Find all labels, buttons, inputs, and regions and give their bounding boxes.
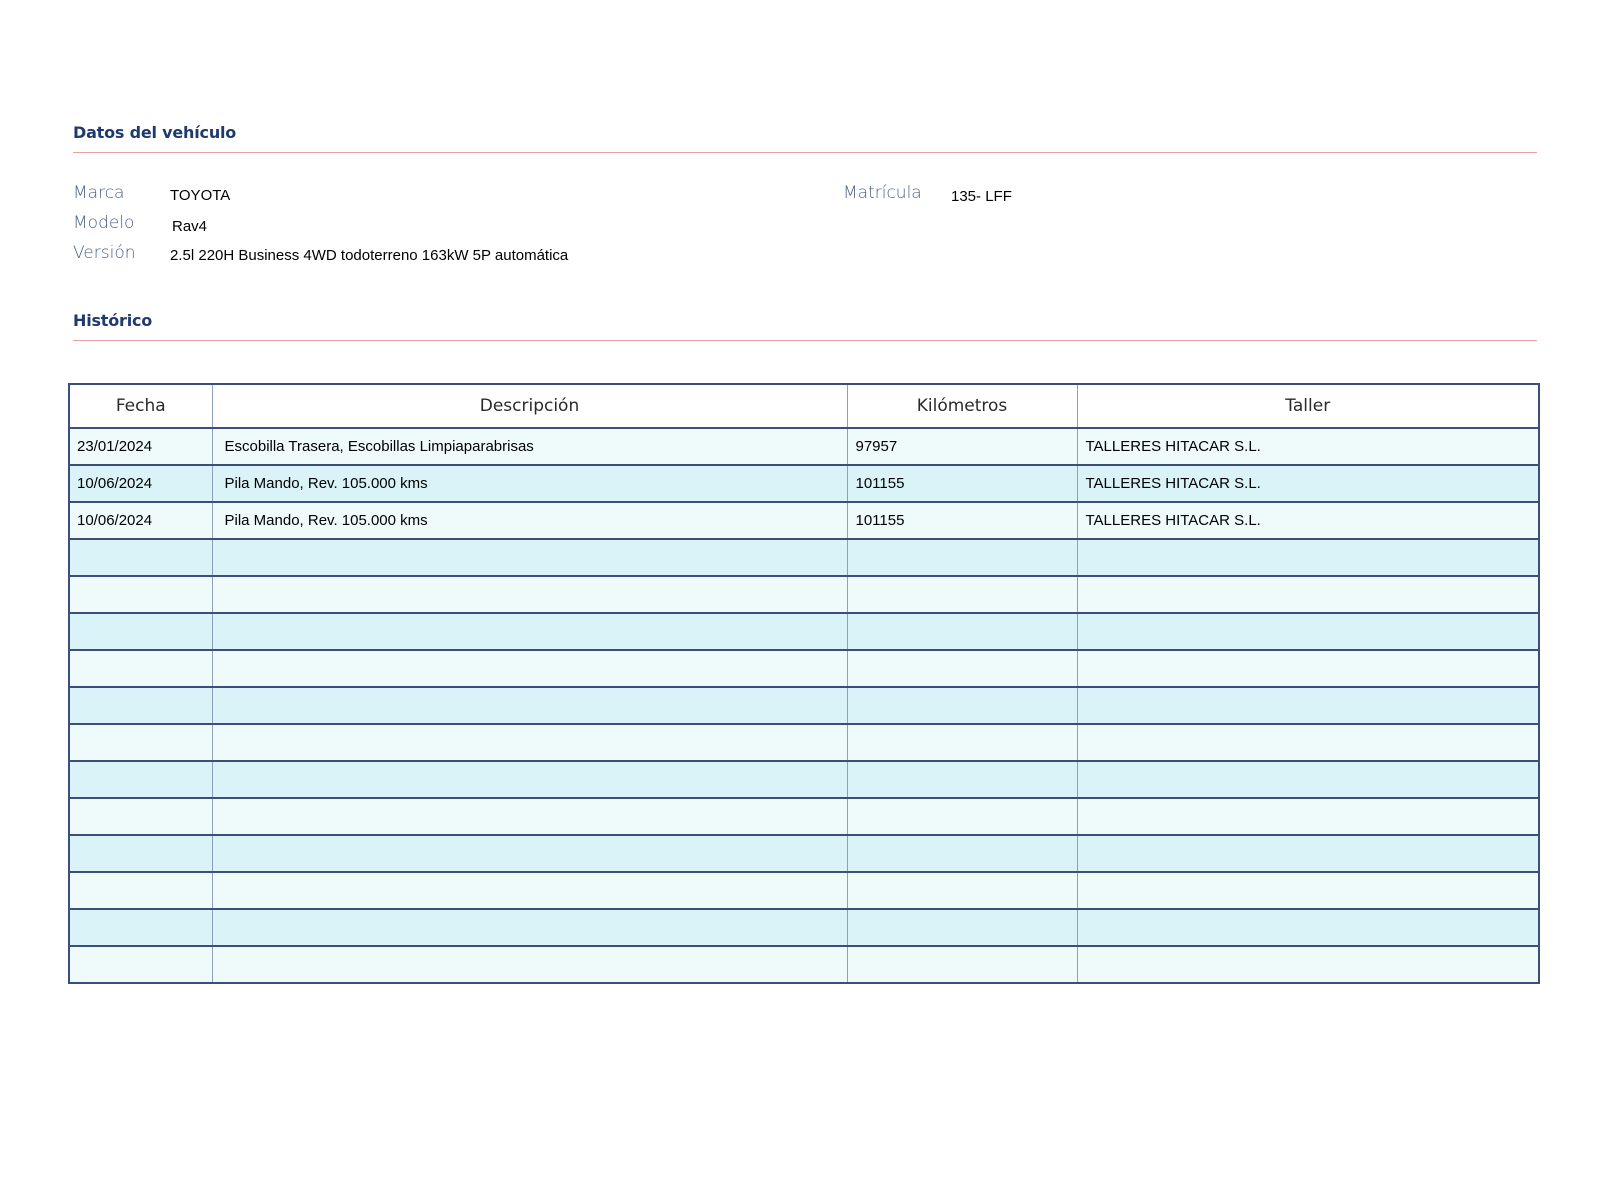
table-row-empty [69, 835, 1539, 872]
cell-fecha [69, 872, 212, 909]
cell-fecha [69, 613, 212, 650]
version-label: Versión [73, 243, 136, 263]
table-row-empty [69, 687, 1539, 724]
cell-descripcion [212, 687, 847, 724]
cell-descripcion [212, 909, 847, 946]
table-row-empty [69, 576, 1539, 613]
cell-taller [1077, 724, 1539, 761]
cell-descripcion [212, 613, 847, 650]
cell-kilometros [847, 798, 1077, 835]
column-header-fecha: Fecha [69, 384, 212, 428]
cell-taller [1077, 909, 1539, 946]
table-row-empty [69, 761, 1539, 798]
cell-descripcion: Pila Mando, Rev. 105.000 kms [212, 465, 847, 502]
cell-fecha: 23/01/2024 [69, 428, 212, 465]
cell-kilometros [847, 613, 1077, 650]
column-header-kilometros: Kilómetros [847, 384, 1077, 428]
cell-descripcion [212, 872, 847, 909]
column-header-descripcion: Descripción [212, 384, 847, 428]
cell-kilometros: 101155 [847, 502, 1077, 539]
cell-taller [1077, 946, 1539, 983]
cell-descripcion [212, 798, 847, 835]
cell-taller [1077, 761, 1539, 798]
table-row-empty [69, 909, 1539, 946]
cell-kilometros [847, 539, 1077, 576]
table-row [69, 465, 1539, 502]
table-row-empty [69, 872, 1539, 909]
cell-fecha [69, 798, 212, 835]
cell-taller: TALLERES HITACAR S.L. [1077, 428, 1539, 465]
cell-taller [1077, 576, 1539, 613]
cell-descripcion [212, 835, 847, 872]
table-row-empty [69, 650, 1539, 687]
matricula-value: 135- LFF [951, 188, 1012, 205]
cell-descripcion [212, 724, 847, 761]
cell-descripcion [212, 576, 847, 613]
cell-fecha [69, 650, 212, 687]
cell-taller: TALLERES HITACAR S.L. [1077, 502, 1539, 539]
section-divider [73, 152, 1537, 153]
cell-taller [1077, 687, 1539, 724]
cell-taller [1077, 872, 1539, 909]
cell-kilometros: 101155 [847, 465, 1077, 502]
table-row [69, 428, 1539, 465]
cell-descripcion [212, 761, 847, 798]
cell-kilometros [847, 761, 1077, 798]
cell-fecha [69, 539, 212, 576]
section-divider [73, 340, 1537, 341]
cell-fecha [69, 687, 212, 724]
cell-descripcion: Escobilla Trasera, Escobillas Limpiaparabrisas [212, 428, 847, 465]
table-header-row [69, 384, 1539, 428]
cell-fecha [69, 761, 212, 798]
table-row-empty [69, 613, 1539, 650]
vehicle-section-title: Datos del vehículo [73, 123, 237, 142]
marca-label: Marca [73, 183, 125, 203]
cell-fecha [69, 946, 212, 983]
modelo-value: Rav4 [172, 218, 208, 235]
cell-kilometros [847, 576, 1077, 613]
cell-fecha: 10/06/2024 [69, 502, 212, 539]
cell-descripcion [212, 650, 847, 687]
history-table [68, 383, 1540, 984]
table-row-empty [69, 724, 1539, 761]
cell-kilometros [847, 909, 1077, 946]
marca-value: TOYOTA [170, 187, 231, 204]
version-value: 2.5l 220H Business 4WD todoterreno 163kW 5P automática [170, 247, 569, 264]
table-row-empty [69, 798, 1539, 835]
cell-fecha [69, 724, 212, 761]
cell-taller [1077, 650, 1539, 687]
cell-fecha [69, 835, 212, 872]
cell-kilometros [847, 650, 1077, 687]
cell-taller: TALLERES HITACAR S.L. [1077, 465, 1539, 502]
table-row [69, 502, 1539, 539]
table-row-empty [69, 539, 1539, 576]
cell-kilometros [847, 872, 1077, 909]
cell-taller [1077, 613, 1539, 650]
modelo-label: Modelo [73, 213, 135, 233]
cell-kilometros [847, 835, 1077, 872]
cell-kilometros [847, 724, 1077, 761]
cell-kilometros [847, 687, 1077, 724]
table-row-empty [69, 946, 1539, 983]
history-section-title: Histórico [73, 311, 153, 330]
cell-fecha: 10/06/2024 [69, 465, 212, 502]
cell-taller [1077, 835, 1539, 872]
cell-taller [1077, 539, 1539, 576]
cell-fecha [69, 576, 212, 613]
matricula-label: Matrícula [843, 183, 922, 203]
cell-kilometros: 97957 [847, 428, 1077, 465]
cell-kilometros [847, 946, 1077, 983]
cell-fecha [69, 909, 212, 946]
cell-descripcion [212, 539, 847, 576]
cell-descripcion [212, 946, 847, 983]
column-header-taller: Taller [1077, 384, 1539, 428]
cell-descripcion: Pila Mando, Rev. 105.000 kms [212, 502, 847, 539]
cell-taller [1077, 798, 1539, 835]
